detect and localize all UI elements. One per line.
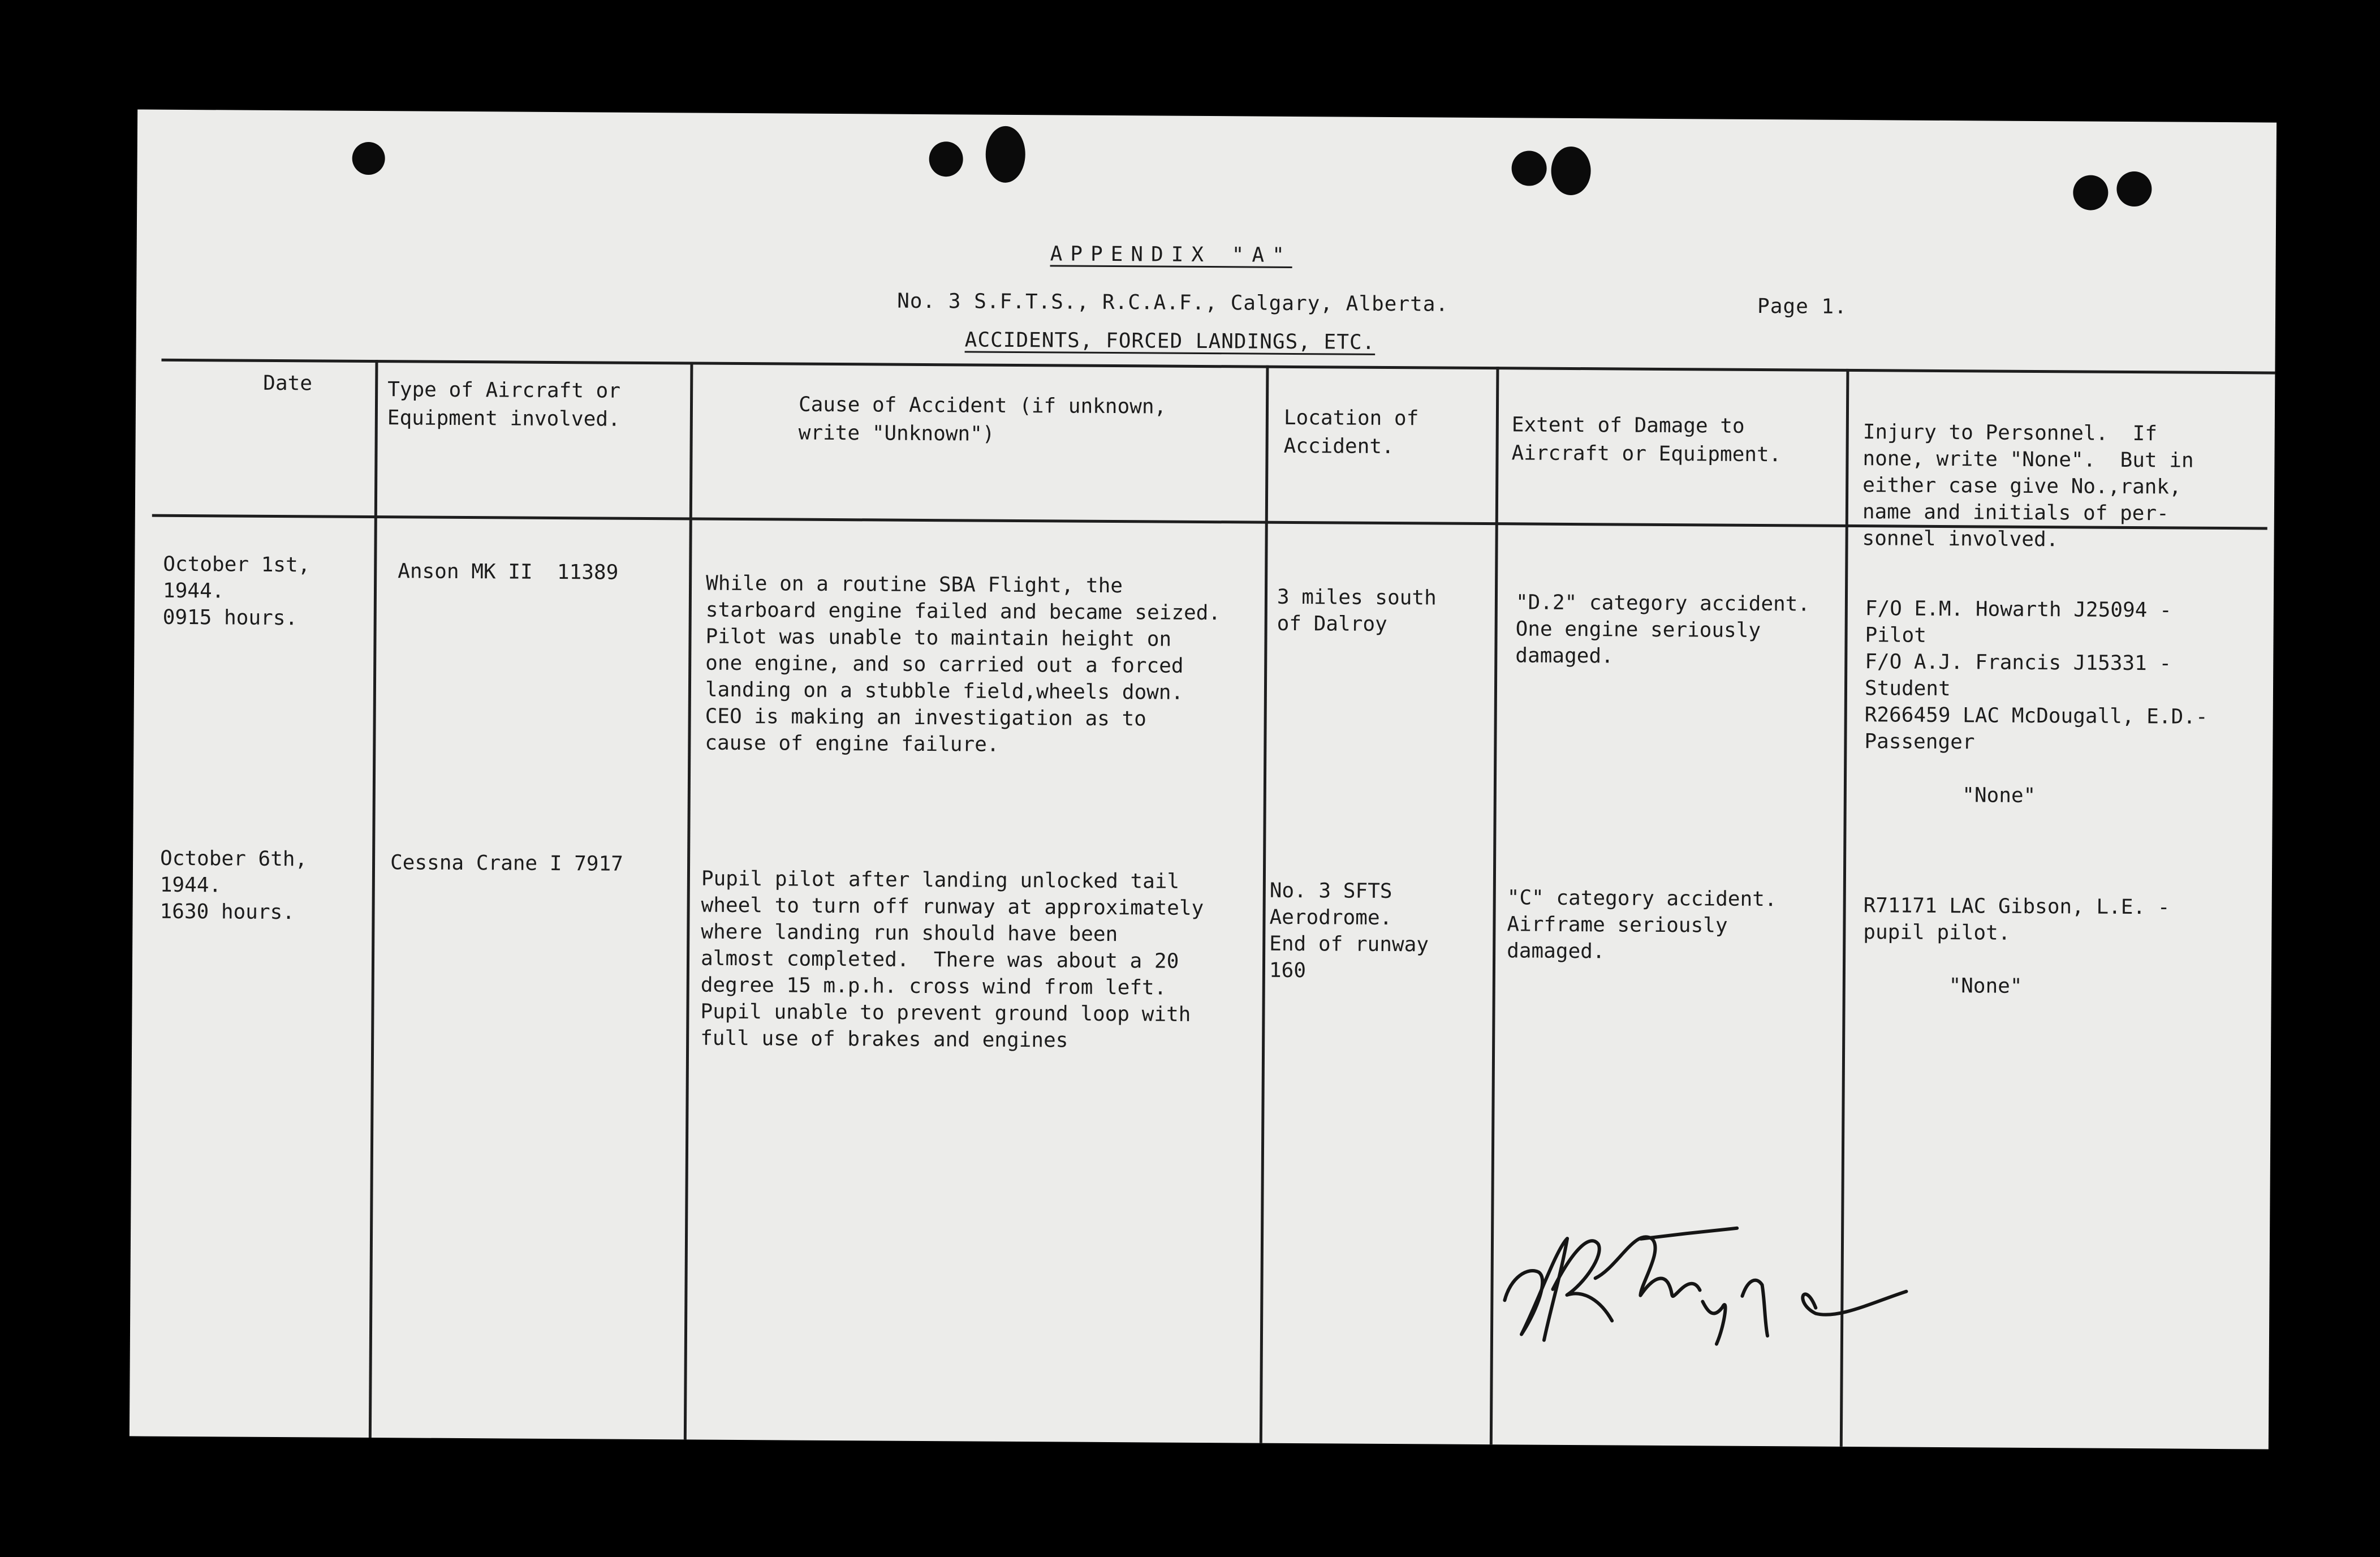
header-damage: Extent of Damage to Aircraft or Equipment.: [1511, 413, 1782, 467]
column-divider: [1490, 367, 1499, 1444]
table-row-2-injury: R71171 LAC Gibson, L.E. - pupil pilot. "None": [1862, 894, 2170, 998]
punch-hole: [2073, 175, 2108, 210]
document-subtitle: ACCIDENTS, FORCED LANDINGS, ETC.: [964, 328, 1376, 354]
handwritten-signature: [1499, 1215, 1941, 1354]
header-location: Location of Accident.: [1283, 406, 1419, 459]
header-aircraft: Type of Aircraft or Equipment involved.: [387, 378, 621, 431]
table-row-2-date: October 6th, 1944. 1630 hours.: [159, 846, 308, 924]
punch-hole: [985, 126, 1025, 183]
column-divider: [1260, 365, 1269, 1443]
punch-hole: [352, 142, 385, 175]
unit-line: No. 3 S.F.T.S., R.C.A.F., Calgary, Alberta.: [897, 289, 1449, 316]
table-row-2-cause: Pupil pilot after landing unlocked tail wheel to turn off runway at approximately where landing run should have been almost completed. There was about a 20 degree 15 m.p.h. cross wind from left. Pupil unable to prevent ground loop with full use of brakes and engines: [700, 867, 1204, 1052]
table-row-1-damage: "D.2" category accident. One engine seriously damaged.: [1515, 591, 1810, 668]
punch-hole: [1511, 150, 1546, 186]
table-row-2-aircraft: Cessna Crane I 7917: [390, 851, 624, 876]
header-date: Date: [263, 371, 313, 395]
header-cause: Cause of Accident (if unknown, write "Unknown"): [798, 393, 1167, 446]
punch-hole: [2116, 171, 2152, 207]
table-row-1-aircraft: Anson MK II 11389: [398, 560, 619, 584]
page-number: Page 1.: [1757, 294, 1847, 319]
punch-hole: [929, 141, 963, 177]
table-top-rule: [161, 359, 2276, 375]
table-row-2-location: No. 3 SFTS Aerodrome. End of runway 160: [1269, 879, 1429, 983]
punch-hole: [1551, 147, 1591, 195]
header-injury: Injury to Personnel. If none, write "None". But in either case give No.,rank, name and initials of per- sonnel involved.: [1862, 420, 2194, 552]
table-row-2-damage: "C" category accident. Airframe seriously damaged.: [1507, 886, 1777, 964]
document-title: APPENDIX "A": [1050, 242, 1292, 267]
column-divider: [684, 362, 693, 1439]
table-row-1-location: 3 miles south of Dalroy: [1277, 585, 1437, 636]
table-row-1-date: October 1st, 1944. 0915 hours.: [162, 552, 311, 630]
table-row-1-injury: F/O E.M. Howarth J25094 - Pilot F/O A.J. Francis J15331 - Student R266459 LAC McDougall, E.D.- Passenger "None": [1864, 597, 2208, 807]
table-row-1-cause: While on a routine SBA Flight, the starboard engine failed and became seized. Pilot was unable to maintain height on one engine, and so carried out a forced landing on a stubble field,wheels down. CEO is making an investigation as to cause of engine failure.: [705, 571, 1221, 756]
column-divider: [369, 360, 378, 1438]
document-page: [130, 109, 2276, 1449]
